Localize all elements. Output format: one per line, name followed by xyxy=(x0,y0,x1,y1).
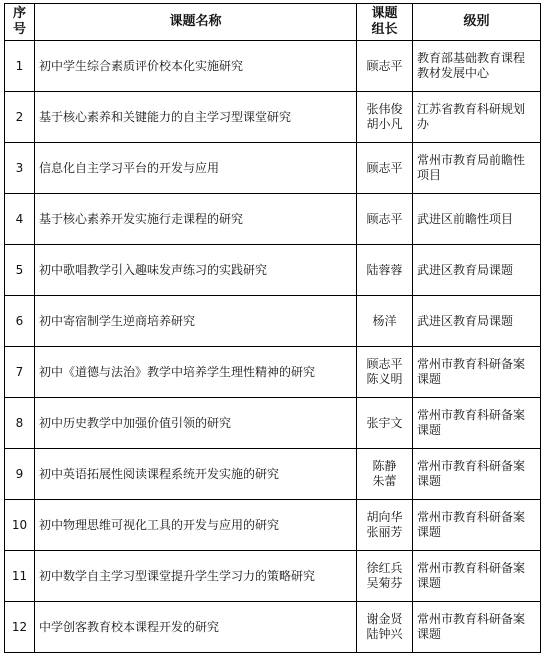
project-title xyxy=(35,500,357,551)
project-title xyxy=(35,143,357,194)
project-level-text: 常州市教育科研备案课题 xyxy=(417,612,526,641)
project-level xyxy=(413,449,541,500)
project-leader xyxy=(357,143,413,194)
table-row xyxy=(5,347,541,398)
table-header-row xyxy=(5,4,541,41)
project-leader xyxy=(357,41,413,92)
header-level: 级别 xyxy=(413,4,541,41)
project-title xyxy=(35,296,357,347)
table-row xyxy=(5,296,541,347)
project-leader xyxy=(357,245,413,296)
table-row xyxy=(5,245,541,296)
table-row xyxy=(5,500,541,551)
row-number-text: 5 xyxy=(15,262,24,277)
table-row xyxy=(5,551,541,602)
project-leader xyxy=(357,602,413,653)
row-number xyxy=(5,602,35,653)
project-level-text: 教育部基础教育课程教材发展中心 xyxy=(417,51,526,80)
row-number-text: 7 xyxy=(15,364,24,379)
project-level xyxy=(413,194,541,245)
project-level xyxy=(413,92,541,143)
project-leader-text: 徐红兵 吴菊芬 xyxy=(366,561,403,590)
project-title-text: 初中数学自主学习型课堂提升学生学习力的策略研究 xyxy=(39,568,316,583)
project-title-text: 中学创客教育校本课程开发的研究 xyxy=(39,619,220,634)
project-level-text: 武进区教育局课题 xyxy=(417,313,514,328)
project-level xyxy=(413,347,541,398)
project-leader xyxy=(357,449,413,500)
project-level xyxy=(413,296,541,347)
project-leader xyxy=(357,500,413,551)
table-row xyxy=(5,398,541,449)
row-number-text: 10 xyxy=(11,517,28,532)
project-level xyxy=(413,500,541,551)
project-leader xyxy=(357,92,413,143)
project-leader xyxy=(357,296,413,347)
project-leader-text: 陈静 朱蕾 xyxy=(372,459,397,488)
row-number-text: 8 xyxy=(15,415,24,430)
row-number-text: 4 xyxy=(15,211,24,226)
project-leader xyxy=(357,194,413,245)
project-level xyxy=(413,143,541,194)
project-title xyxy=(35,41,357,92)
project-leader-text: 顾志平 xyxy=(366,211,403,226)
row-number xyxy=(5,398,35,449)
project-title-text: 初中学生综合素质评价校本化实施研究 xyxy=(39,58,244,73)
project-title xyxy=(35,398,357,449)
table-row xyxy=(5,602,541,653)
project-level xyxy=(413,398,541,449)
table-row xyxy=(5,41,541,92)
row-number xyxy=(5,500,35,551)
table-row xyxy=(5,143,541,194)
project-level-text: 江苏省教育科研规划办 xyxy=(417,102,526,131)
project-leader-text: 顾志平 xyxy=(366,160,403,175)
project-level xyxy=(413,41,541,92)
table-row xyxy=(5,92,541,143)
project-title xyxy=(35,92,357,143)
project-level-text: 常州市教育局前瞻性项目 xyxy=(417,153,526,182)
row-number xyxy=(5,92,35,143)
project-title-text: 初中历史教学中加强价值引领的研究 xyxy=(39,415,232,430)
header-no: 序号 xyxy=(5,4,35,41)
row-number xyxy=(5,347,35,398)
project-title xyxy=(35,194,357,245)
project-level xyxy=(413,245,541,296)
project-level-text: 武进区教育局课题 xyxy=(417,262,514,277)
project-table xyxy=(4,3,541,653)
project-title xyxy=(35,449,357,500)
project-leader xyxy=(357,551,413,602)
project-leader-text: 张宇文 xyxy=(366,415,403,430)
row-number-text: 11 xyxy=(11,568,28,583)
project-title-text: 信息化自主学习平台的开发与应用 xyxy=(39,160,220,175)
row-number xyxy=(5,245,35,296)
row-number-text: 6 xyxy=(15,313,24,328)
project-title-text: 基于核心素养和关键能力的自主学习型课堂研究 xyxy=(39,109,292,124)
project-title xyxy=(35,245,357,296)
row-number xyxy=(5,551,35,602)
project-title-text: 初中英语拓展性阅读课程系统开发实施的研究 xyxy=(39,466,280,481)
row-number-text: 3 xyxy=(15,160,24,175)
project-level-text: 常州市教育科研备案课题 xyxy=(417,561,526,590)
header-leader: 课题组长 xyxy=(357,4,413,41)
header-title: 课题名称 xyxy=(35,4,357,41)
row-number xyxy=(5,194,35,245)
table-row xyxy=(5,194,541,245)
row-number xyxy=(5,41,35,92)
project-leader-text: 张伟俊 胡小凡 xyxy=(366,102,403,131)
project-title-text: 初中物理思维可视化工具的开发与应用的研究 xyxy=(39,517,280,532)
row-number-text: 1 xyxy=(15,58,24,73)
project-leader-text: 顾志平 xyxy=(366,58,403,73)
project-level-text: 常州市教育科研备案课题 xyxy=(417,408,526,437)
project-title-text: 初中《道德与法治》教学中培养学生理性精神的研究 xyxy=(39,364,316,379)
project-leader xyxy=(357,398,413,449)
project-title xyxy=(35,602,357,653)
project-level-text: 常州市教育科研备案课题 xyxy=(417,459,526,488)
project-leader-text: 谢金贤 陆钟兴 xyxy=(366,612,403,641)
row-number-text: 12 xyxy=(11,619,28,634)
project-title-text: 基于核心素养开发实施行走课程的研究 xyxy=(39,211,244,226)
project-leader-text: 胡向华 张丽芳 xyxy=(366,510,403,539)
project-level-text: 常州市教育科研备案课题 xyxy=(417,357,526,386)
project-title xyxy=(35,347,357,398)
table-body xyxy=(5,41,541,653)
project-leader-text: 陆蓉蓉 xyxy=(366,262,403,277)
project-level-text: 常州市教育科研备案课题 xyxy=(417,510,526,539)
row-number xyxy=(5,449,35,500)
row-number xyxy=(5,296,35,347)
project-title-text: 初中歌唱教学引入趣味发声练习的实践研究 xyxy=(39,262,268,277)
project-leader-text: 杨洋 xyxy=(372,313,397,328)
row-number-text: 9 xyxy=(15,466,24,481)
project-title xyxy=(35,551,357,602)
row-number-text: 2 xyxy=(15,109,24,124)
row-number xyxy=(5,143,35,194)
project-leader xyxy=(357,347,413,398)
project-title-text: 初中寄宿制学生逆商培养研究 xyxy=(39,313,196,328)
project-level xyxy=(413,602,541,653)
table-row xyxy=(5,449,541,500)
project-level xyxy=(413,551,541,602)
project-level-text: 武进区前瞻性项目 xyxy=(417,211,514,226)
project-leader-text: 顾志平 陈义明 xyxy=(366,357,403,386)
